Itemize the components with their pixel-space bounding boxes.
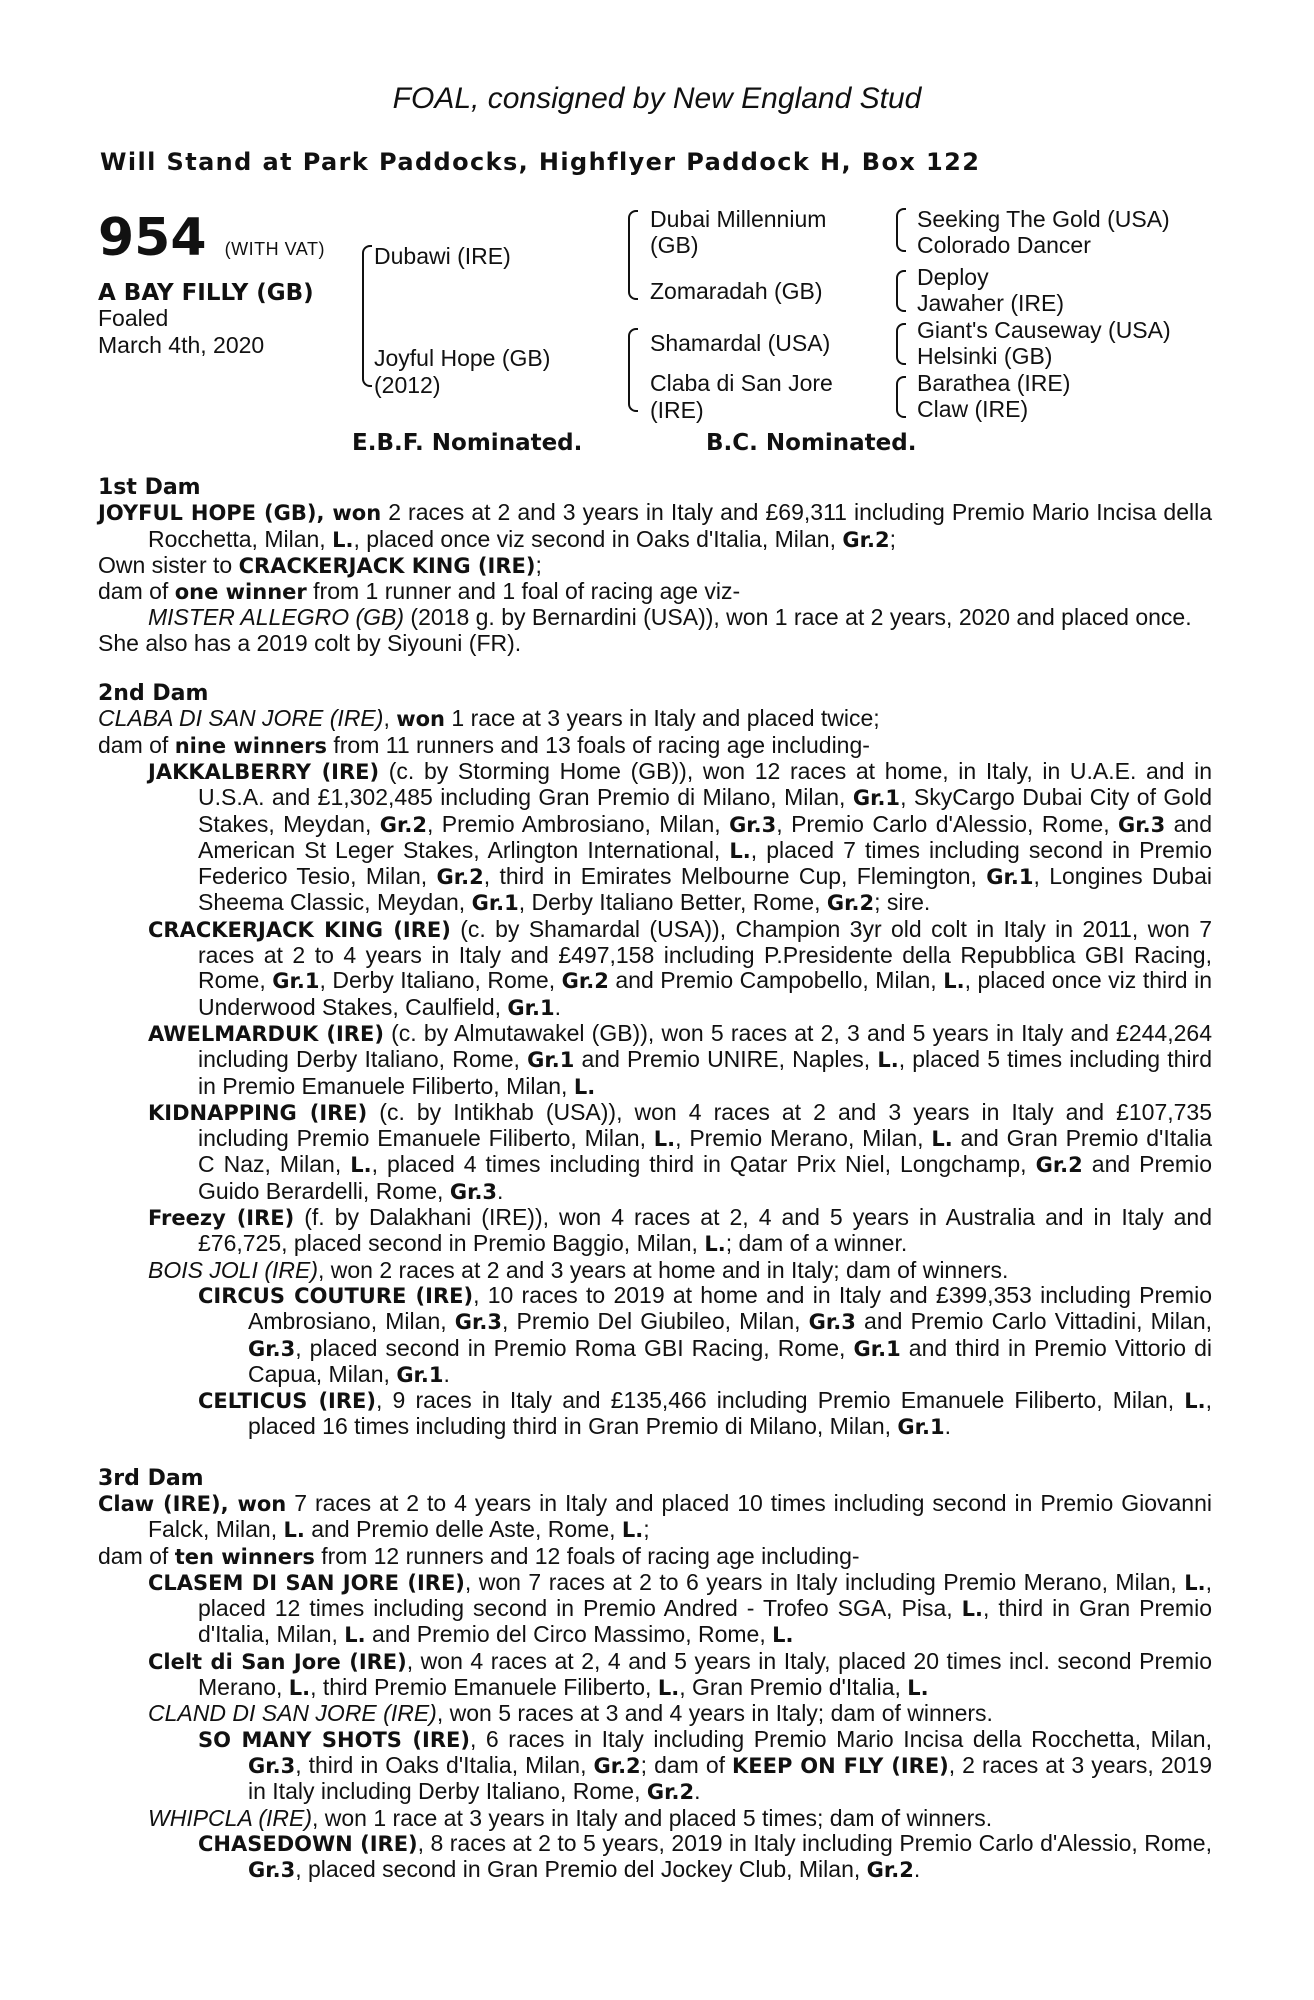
ds-dam: Helsinki (GB) [917, 343, 1053, 369]
sire-dam: Zomaradah (GB) [650, 278, 823, 304]
third-dam-name: Claw (IRE) [98, 1491, 221, 1516]
produce-entry: CLAND DI SAN JORE (IRE), won 5 races at 3 and 4 years in Italy; dam of winners. [148, 1700, 993, 1727]
sire: Dubawi (IRE) [374, 243, 511, 269]
second-dam-heading: 2nd Dam [98, 681, 209, 707]
brace-dd-bottom [896, 396, 906, 418]
foaled-label: Foaled [98, 305, 169, 331]
brace-dam-bottom [628, 358, 638, 412]
grandproduce-entry: CELTICUS (IRE), 9 races in Italy and £135,466 including Premio Emanuele Filiberto, Milan, L., placed 16 times including third in Gran Premio di Milano, Milan, Gr.1. [198, 1387, 1212, 1440]
ss-sire: Seeking The Gold (USA) [917, 206, 1170, 232]
dd-sire: Barathea (IRE) [917, 370, 1071, 396]
brace-sire-bottom [628, 258, 638, 300]
produce-entry: WHIPCLA (IRE), won 1 race at 3 years in Italy and placed 5 times; dam of winners. [148, 1804, 993, 1831]
dam-year: (2012) [374, 372, 441, 398]
produce-entry: CRACKERJACK KING (IRE) (c. by Shamardal (USA)), Champion 3yr old colt in Italy in 2011, won 7 races at 2 to 4 years in Italy and £497,158 including P.Presidente della Repubblica GBI Racing, Rome, Gr.1, Derby Italiano, Rome, Gr.2 and Premio Campobello, Milan, L., placed once viz third in Underwood Stakes, Caulfield, Gr.1. [148, 915, 1212, 1020]
consignor-line: FOAL, consigned by New England Stud [392, 82, 922, 115]
stand-location: Will Stand at Park Paddocks, Highflyer Paddock H, Box 122 [100, 148, 981, 176]
ss-dam: Colorado Dancer [917, 232, 1091, 258]
brace-dd-top [896, 376, 906, 398]
dam-dam: Claba di San Jore [650, 370, 833, 396]
dd-dam: Claw (IRE) [917, 396, 1029, 422]
brace-generation1-top [362, 245, 372, 339]
produce-entry: JAKKALBERRY (IRE) (c. by Storming Home (GB)), won 12 races at home, in Italy, in U.A.E. and in U.S.A. and £1,302,485 including Gran Premio di Milano, Milan, Gr.1, SkyCargo Dubai City of Gold Stakes, Meydan, Gr.2, Premio Ambrosiano, Milan, Gr.3, Premio Carlo d'Alessio, Rome, Gr.3 and American St Leger Stakes, Arlington International, L., placed 7 times including second in Premio Federico Tesio, Milan, Gr.2, third in Emirates Melbourne Cup, Flemington, Gr.1, Longines Dubai Sheema Classic, Meydan, Gr.1, Derby Italiano Better, Rome, Gr.2; sire. [148, 757, 1212, 916]
foaled-date: March 4th, 2020 [98, 332, 265, 358]
produce-record [98, 475, 1212, 1883]
also-has-line: She also has a 2019 colt by Siyouni (FR). [98, 629, 522, 656]
second-dam-produce-summary: dam of nine winners from 11 runners and 13 foals of racing age including- [98, 731, 870, 758]
first-dam-record: JOYFUL HOPE (GB), won 2 races at 2 and 3 years in Italy and £69,311 including Premio Mario Incisa della Rocchetta, Milan, L., placed once viz second in Oaks d'Italia, Milan, Gr.2; [98, 499, 1212, 552]
produce-entry: Freezy (IRE) (f. by Dalakhani (IRE)), won 4 races at 2, 4 and 5 years in Australia and in Italy and £76,725, placed second in Premio Baggio, Milan, L.; dam of a winner. [148, 1204, 1212, 1257]
brace-sire-top [628, 210, 638, 260]
brace-ds-bottom [896, 343, 906, 365]
first-dam-produce-summary: dam of one winner from 1 runner and 1 foal of racing age viz- [98, 578, 741, 605]
vat-note: (WITH VAT) [224, 239, 325, 259]
brace-sd-bottom [896, 290, 906, 312]
dam-sire: Shamardal (USA) [650, 330, 831, 356]
brace-generation1-bottom [362, 337, 372, 387]
first-dam-heading: 1st Dam [98, 475, 201, 500]
own-sister-name: CRACKERJACK KING (IRE) [238, 553, 536, 578]
sd-sire: Deploy [917, 264, 989, 290]
grandproduce-entry: CHASEDOWN (IRE), 8 races at 2 to 5 years, 2019 in Italy including Premio Carlo d'Alessio, Rome, Gr.3, placed second in Gran Premio del Jockey Club, Milan, Gr.2. [198, 1829, 1212, 1883]
produce-entry: BOIS JOLI (IRE), won 2 races at 2 and 3 years at home and in Italy; dam of winners. [148, 1256, 1009, 1283]
brace-sd-top [896, 270, 906, 292]
sire-sire-country: (GB) [650, 232, 699, 258]
dam: Joyful Hope (GB) [374, 345, 551, 371]
first-dam-name: JOYFUL HOPE (GB) [98, 501, 317, 526]
produce-entry: AWELMARDUK (IRE) (c. by Almutawakel (GB)), won 5 races at 2, 3 and 5 years in Italy and £244,264 including Derby Italiano, Rome, Gr.1 and Premio UNIRE, Naples, L., placed 5 times including third in Premio Emanuele Filiberto, Milan, L. [148, 1019, 1212, 1099]
grandproduce-entry: SO MANY SHOTS (IRE), 6 races in Italy including Premio Mario Incisa della Rocchetta, Milan, Gr.3, third in Oaks d'Italia, Milan, Gr.2; dam of KEEP ON FLY (IRE), 2 races at 3 years, 2019 in Italy including Derby Italiano, Rome, Gr.2. [198, 1725, 1212, 1805]
own-sister-line: Own sister to CRACKERJACK KING (IRE); [98, 551, 542, 578]
produce-entry: CLASEM DI SAN JORE (IRE), won 7 races at 2 to 6 years in Italy including Premio Merano, Milan, L., placed 12 times including second in Premio Andred - Trofeo SGA, Pisa, L., third in Gran Premio d'Italia, Milan, L. and Premio del Circo Massimo, Rome, L. [148, 1568, 1213, 1648]
grandproduce-entry: CIRCUS COUTURE (IRE), 10 races to 2019 at home and in Italy and £399,353 including Premio Ambrosiano, Milan, Gr.3, Premio Del Giubileo, Milan, Gr.3 and Premio Carlo Vittadini, Milan, Gr.3, placed second in Premio Roma GBI Racing, Rome, Gr.1 and third in Premio Vittorio di Capua, Milan, Gr.1. [198, 1281, 1213, 1387]
second-dam-record: CLABA DI SAN JORE (IRE), won 1 race at 3 years in Italy and placed twice; [98, 705, 880, 732]
dam-dam-country: (IRE) [650, 397, 704, 423]
lot-number-block [98, 208, 325, 268]
second-dam-name: CLABA DI SAN JORE (IRE) [98, 705, 384, 732]
brace-ss-top [896, 208, 906, 231]
third-dam-record: Claw (IRE), won 7 races at 2 to 4 years in Italy and placed 10 times including second in Premio Giovanni Falck, Milan, L. and Premio delle Aste, Rome, L.; [98, 1489, 1212, 1543]
third-dam-produce-summary: dam of ten winners from 12 runners and 12 foals of racing age including- [98, 1542, 860, 1569]
produce-entry: MISTER ALLEGRO (GB) (2018 g. by Bernardini (USA)), won 1 race at 2 years, 2020 and placed once. [148, 604, 1192, 631]
ds-sire: Giant's Causeway (USA) [917, 317, 1171, 343]
third-dam-heading: 3rd Dam [98, 1465, 204, 1491]
bc-nominated: B.C. Nominated. [706, 430, 917, 456]
brace-ss-bottom [896, 229, 906, 252]
sire-sire: Dubai Millennium [650, 206, 827, 232]
sd-dam: Jawaher (IRE) [917, 290, 1064, 316]
ebf-nominated: E.B.F. Nominated. [352, 430, 583, 456]
lot-number: 954 [98, 208, 207, 268]
produce-entry: KIDNAPPING (IRE) (c. by Intikhab (USA)), won 4 races at 2 and 3 years in Italy and £107,735 including Premio Emanuele Filiberto, Milan, L., Premio Merano, Milan, L. and Gran Premio d'Italia C Naz, Milan, L., placed 4 times including third in Qatar Prix Niel, Longchamp, Gr.2 and Premio Guido Berardelli, Rome, Gr.3. [148, 1098, 1213, 1204]
produce-entry: Clelt di San Jore (IRE), won 4 races at 2, 4 and 5 years in Italy, placed 20 times incl. second Premio Merano, L., third Premio Emanuele Filiberto, L., Gran Premio d'Italia, L. [148, 1647, 1212, 1701]
lot-title: A BAY FILLY (GB) [98, 280, 314, 306]
brace-ds-top [896, 323, 906, 345]
brace-dam-top [628, 328, 638, 360]
